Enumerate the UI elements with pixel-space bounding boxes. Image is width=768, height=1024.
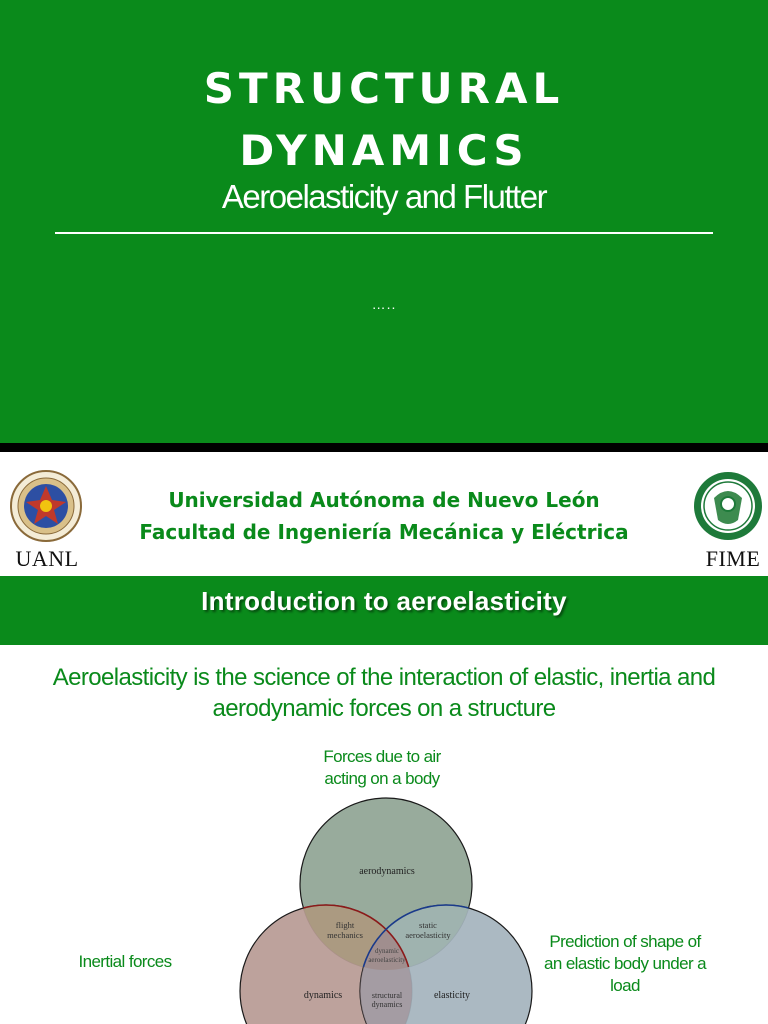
callout-air-line-2: acting on a body [324,769,440,788]
label-static-2: aeroelasticity [405,930,451,940]
label-flight-2: mechanics [327,930,363,940]
label-flight-1: flight [335,920,355,930]
callout-inertial-forces: Inertial forces [78,952,172,971]
uanl-logo-text: UANL [15,546,79,571]
university-name: Universidad Autónoma de Nuevo León [168,488,600,512]
callout-shape-line-2: an elastic body under a [544,954,706,973]
label-structural-2: dynamics [371,1000,403,1009]
title-line-1: STRUCTURAL [203,64,565,113]
label-elasticity: elasticity [433,990,471,1001]
label-dynamic-2: aeroelasticity [368,956,406,964]
title-dots: ….. [371,296,397,312]
callout-shape-line-3: load [610,976,640,995]
label-structural-1: structural [371,991,403,1000]
label-dynamic-1: dynamic [374,947,400,955]
definition-line-2: aerodynamic forces on a structure [212,695,556,722]
title-line-2: DYNAMICS [239,126,529,175]
label-static-1: static [419,920,437,930]
label-aerodynamics: aerodynamics [359,866,415,877]
section-title: Introduction to aeroelasticity [201,586,567,616]
callout-air-line-1: Forces due to air [323,747,441,766]
fime-logo-text: FIME [705,546,761,571]
label-dynamics: dynamics [303,990,343,1001]
slide-subtitle: Aeroelasticity and Flutter [221,178,547,215]
faculty-name: Facultad de Ingeniería Mecánica y Eléctrica [139,520,629,544]
definition-line-1: Aeroelasticity is the science of the interaction of elastic, inertia and [52,664,716,691]
callout-shape-line-1: Prediction of shape of [549,932,701,951]
